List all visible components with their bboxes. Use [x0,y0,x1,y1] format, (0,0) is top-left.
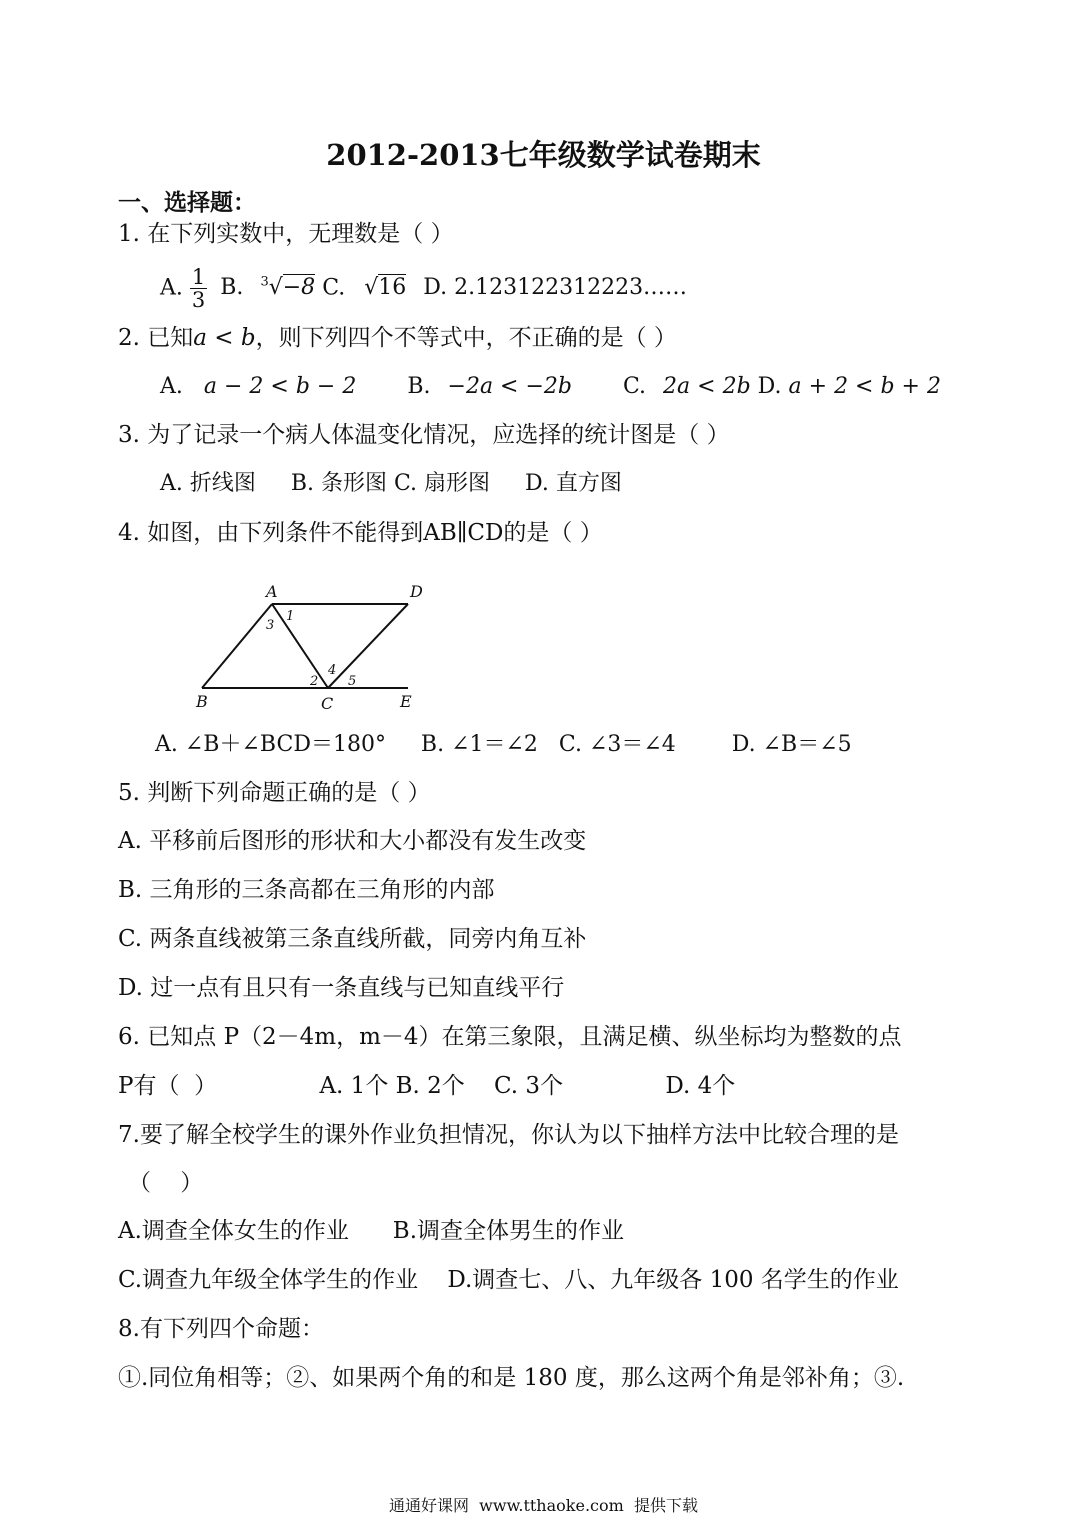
q2-option-c-label: C. [623,374,647,399]
question-3-options: A. 折线图 B. 条形图 C. 扇形图 D. 直方图 [160,471,622,496]
question-6-line-2: P有（ ） A. 1个 B. 2个 C. 3个 D. 4个 [118,1073,736,1099]
page-footer: 通通好课网 www.tthaoke.com 提供下载 [389,1496,698,1515]
radical-icon: √ [364,275,379,301]
question-5-stem: 5. 判断下列命题正确的是（ ） [118,780,431,806]
question-6-line-1: 6. 已知点 P（2－4m，m－4）在第三象限，且满足横、纵坐标均为整数的点 [118,1024,902,1050]
q2-option-a-label: A. [160,374,183,399]
question-2-options [160,372,941,402]
question-2-stem [118,323,677,353]
q1-option-c-label: C. [322,275,346,301]
question-4-stem: 4. 如图，由下列条件不能得到AB∥CD的是（ ） [118,520,603,546]
question-7-line-2: （ ） [128,1170,204,1196]
point-b-label: B [196,692,208,711]
q2-option-b-label: B. [407,374,431,399]
q1-option-a-fraction [190,266,207,311]
q2-option-d-label: D. [757,374,782,399]
q1-fraction-denominator: 3 [191,287,206,312]
angle-2-label: 2 [310,674,319,689]
question-5-option-c: C. 两条直线被第三条直线所截，同旁内角互补 [118,926,587,952]
q1-option-b-radicand: −8 [282,275,316,301]
question-5-option-b: B. 三角形的三条高都在三角形的内部 [118,877,495,903]
question-4-options: A. ∠B＋∠BCD＝180° B. ∠1＝∠2 C. ∠3＝∠4 D. ∠B＝∠5 [155,732,852,757]
question-8-stem: 8.有下列四个命题： [118,1316,324,1342]
point-c-label: C [321,694,334,713]
segment-cd [328,604,408,688]
section-heading: 一、选择题： [118,189,256,216]
q2-stem-math: a < b [193,325,256,351]
q2-option-d-math: a + 2 < b + 2 [788,374,941,399]
q2-option-a-math: a − 2 < b − 2 [203,374,357,399]
q2-stem-suffix: ，则下列四个不等式中，不正确的是（ ） [255,325,677,351]
point-e-label: E [400,692,412,711]
angle-5-label: 5 [348,674,357,689]
q1-option-d: D. 2.123122312223…… [423,275,688,301]
question-5-option-a: A. 平移前后图形的形状和大小都没有发生改变 [118,828,587,854]
q1-root-index: 3 [260,275,269,290]
angle-4-label: 4 [328,663,337,678]
q2-stem-prefix: 2. 已知 [118,325,194,351]
question-5-option-d: D. 过一点有且只有一条直线与已知直线平行 [118,975,565,1001]
q1-fraction-numerator: 1 [191,264,206,289]
q2-option-c-math: 2a < 2b [663,374,751,399]
question-7-options-ab: A.调查全体女生的作业 B.调查全体男生的作业 [118,1218,624,1244]
angle-3-label: 3 [266,618,275,633]
q1-option-b-label: B. [220,275,244,301]
q2-option-b-math: −2a < −2b [447,374,572,399]
question-7-line-1: 7.要了解全校学生的课外作业负担情况，你认为以下抽样方法中比较合理的是 [118,1122,899,1148]
segment-ab [202,604,275,688]
angle-1-label: 1 [286,609,295,624]
q1-option-c-radicand: 16 [378,275,407,301]
page-title: 2012-2013七年级数学试卷期末 [326,138,761,172]
question-3-stem: 3. 为了记录一个病人体温变化情况，应选择的统计图是（ ） [118,422,730,448]
segment-ac [272,604,328,688]
question-8-line-1: ①.同位角相等；②、如果两个角的和是 180 度，那么这两个角是邻补角；③. [118,1365,905,1391]
question-1-stem: 1. 在下列实数中，无理数是（ ） [118,221,454,247]
point-d-label: D [410,582,423,601]
question-4-figure [190,575,430,715]
q1-option-a-label: A. [160,275,183,301]
question-1-options [160,255,687,316]
radical-icon: √ [268,275,283,301]
point-a-label: A [266,582,278,601]
question-7-options-cd: C.调查九年级全体学生的作业 D.调查七、八、九年级各 100 名学生的作业 [118,1267,899,1293]
